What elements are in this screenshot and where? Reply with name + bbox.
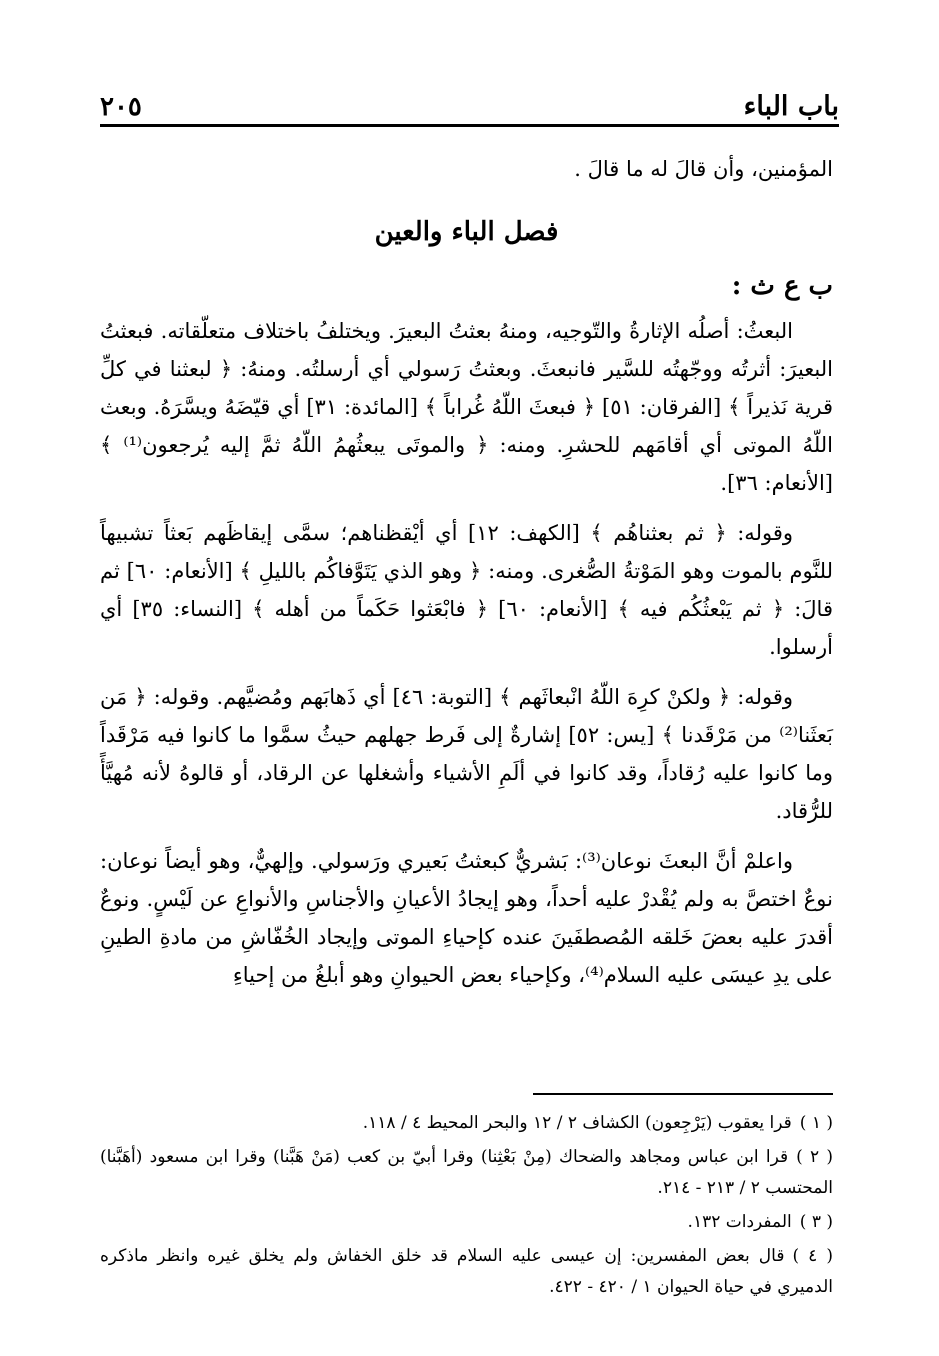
footnote [100,1207,833,1238]
page-number: ٢٠٥ [100,92,142,122]
section-title: فصل الباء والعين [374,217,559,247]
footnote-label: ( ٤ ) [792,1246,833,1266]
paragraph: واعلمْ أنَّ البعثَ نوعان⁽³⁾: بَشريٌّ كبعثتُ بَعيري ورَسولي. وإلهيٌّ، وهو أيضاً نوعان: نوعٌ اختصَّ به ولم يُقْدرْ عليه أحداً، وهو إيجادُ الأعيانِ والأجناسِ والأنواعِ عن لَيْسٍ. ونوعٌ أقدرَ عليه بعضَ خَلقه المُصطفَينَ عنده كإحياءِ الموتى وإيجاد الخُفّاشِ من مادةِ الطينِ على يدِ عيسَى عليه السلام⁽⁴⁾، وكإحياء بعض الحيوانِ وهو أبلغُ من إحياءِ [100,849,833,987]
page-header [100,82,839,122]
footnote [100,1108,833,1139]
chapter-title: باب الباء [743,91,839,122]
paragraph: وقوله: ﴿ ثم بعثناهُم ﴾ [الكهف: ١٢] أي أيْقظناهم؛ سمَّى إيقاظَهم بَعثاً تشبيهاً للنَّوم بالموت وهو المَوْتةُ الصُّغرى. ومنه: ﴿ وهو الذي يَتَوَّفاكُم بالليلِ ﴾ [الأنعام: ٦٠] ثم قالَ: ﴿ ثم يَبْعثُكُم فيه ﴾ [الأنعام: ٦٠] ﴿ فابْعَثوا حَكَماً من أهله ﴾ [النساء: ٣٥] أي أرسلوا. [100,521,833,659]
footnote [100,1241,833,1303]
footnotes [100,1108,833,1306]
root-entry: ب ع ث : [731,271,833,301]
footnote [100,1142,833,1204]
footnote-label: ( ٣ ) [799,1212,833,1232]
header-rule [100,124,839,127]
footnote-text: قرا يعقوب (يَرْجِعون) الكشاف ٢ / ١٢ والبحر المحيط ٤ / ١١٨. [362,1113,792,1133]
paragraph: وقوله: ﴿ ولكنْ كرِهَ اللّهُ انْبعاثَهم ﴾ [التوبة: ٤٦] أي ذَهابَهم ومُضيَّهم. وقوله: ﴿ مَن بَعثَنا⁽²⁾ من مَرْقَدنا ﴾ [يس: ٥٢] إشارةٌ إلى فَرط جهلهم حيثُ سمَّوا ما كانوا فيه مَرْقَداً وما كانوا عليه رُقاداً، وقد كانوا في ألَمِ الأشياء وأشغلها عن الرقاد، أو قالوهُ لأنه مُهيَّأً للرُّقاد. [100,685,833,823]
footnote-text: المفردات ١٣٢. [687,1212,792,1232]
footnote-text: قرا ابن عباس ومجاهد والضحاك (مِنْ بَعْثِنا) وقرا أبيّ بن كعب (مَنْ هَبَّنا) وقرا ابن مسعود (أهَبَّنا) المحتسب ٢ / ٢١٣ - ٢١٤. [100,1147,833,1198]
continuation-line: المؤمنين، وأن قالَ له ما قالَ . [574,157,833,181]
footnote-label: ( ١ ) [799,1113,833,1133]
footnote-rule [533,1093,833,1095]
paragraph: البعثُ: أصلُه الإثارةُ والتّوجيه، ومنهُ بعثتُ البعيرَ. ويختلفُ باختلاف متعلّقاته. فبعثتُ البعيرَ: أثرتُه ووجّهتُه للسَّير فانبعثَ. وبعثتُ رَسولي أي أرسلتُه. ومنهُ: ﴿ لبعثنا في كلِّ قرية نَذيراً ﴾ [الفرقان: ٥١] ﴿ فبعثَ اللّهُ غُراباً ﴾ [المائدة: ٣١] أي قيّضَهُ ويسَّرَهُ. وبعث اللّهُ الموتى أي أقامَهم للحشرِ. ومنه: ﴿ والموتَى يبعثُهمُ اللّهُ ثمَّ إليه يُرجعون⁽¹⁾ ﴾ [الأنعام: ٣٦]. [100,319,834,495]
footnote-label: ( ٢ ) [796,1147,833,1167]
main-text [100,150,833,994]
footnote-text: قال بعض المفسرين: إن عيسى عليه السلام قد خلق الخفاش ولم يخلق غيره وانظر ماذكره الدميري في حياة الحيوان ١ / ٤٢٠ - ٤٢٢. [100,1246,833,1297]
